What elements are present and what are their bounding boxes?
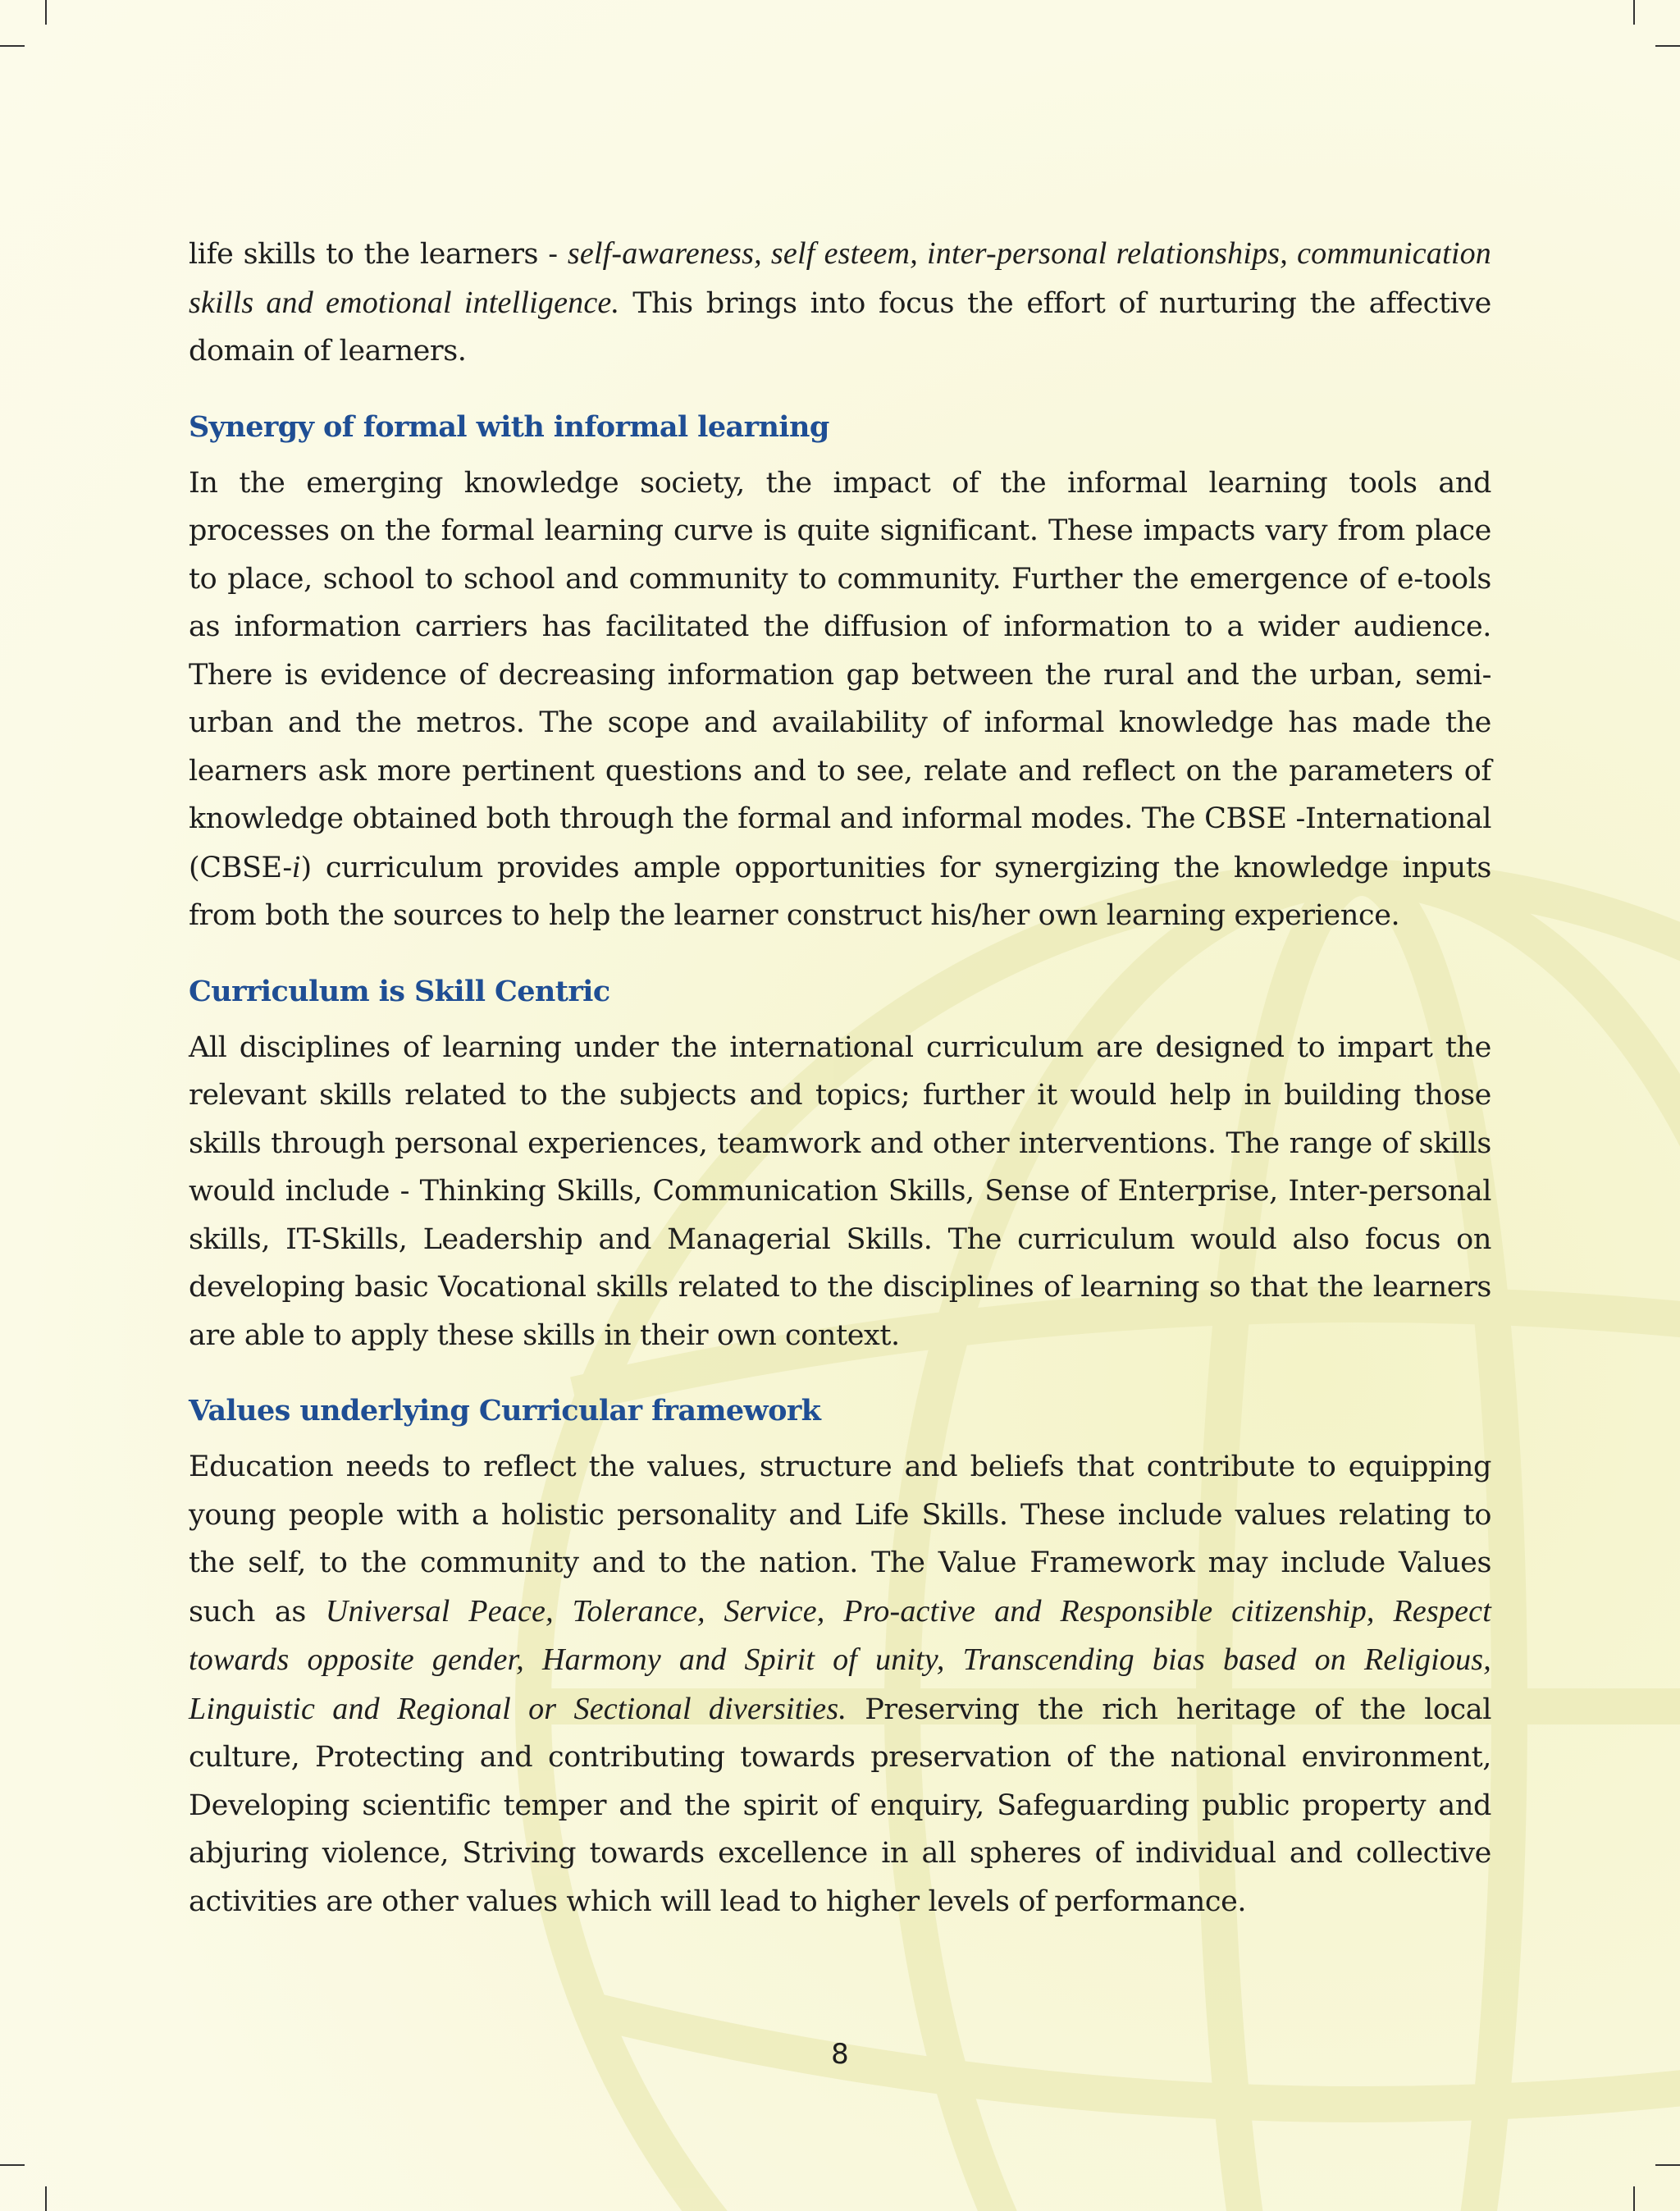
synergy-heading: Synergy of formal with informal learning: [189, 409, 829, 444]
life-skills-list: self-awareness, self esteem, inter-personal relationships, communication skills and emotional intelligence.: [189, 236, 1491, 320]
crop-mark-top-right-h: [1655, 45, 1680, 47]
values-list: Universal Peace, Tolerance, Service, Pro-active and Responsible citizenship, Respect towards opposite gender, Harmony and Spirit of unity, Transcending bias based on Religious, Linguistic and Regional or Sectional diversities.: [189, 1593, 1492, 1726]
crop-mark-bottom-right-h: [1655, 2164, 1680, 2166]
crop-mark-top-left-v: [45, 0, 47, 25]
skill-centric-heading: Curriculum is Skill Centric: [189, 974, 610, 1008]
intro-paragraph: life skills to the learners - self-awareness, self esteem, inter-personal relationships, communication skills and emotional intelligence. This brings into focus the effort of nurturing the affective domain of learners.: [189, 236, 1491, 368]
values-heading: Values underlying Curricular framework: [189, 1394, 821, 1428]
page-number: 8: [831, 2038, 849, 2071]
page-content: [189, 230, 1491, 1925]
skill-centric-paragraph: All disciplines of learning under the international curriculum are designed to impart the relevant skills related to the subjects and topics; further it would help in building those skills through personal experiences, teamwork and other interventions. The range of skills would include - Thinking Skills, Communication Skills, Sense of Enterprise, Inter-personal skills, IT-Skills, Leadership and Managerial Skills. The curriculum would also focus on developing basic Vocational skills related to the disciplines of learning so that the learners are able to apply these skills in their own context.: [189, 1030, 1491, 1352]
cbse-i-italic: i: [291, 849, 301, 884]
synergy-paragraph: In the emerging knowledge society, the impact of the informal learning tools and processes on the formal learning curve is quite significant. These impacts vary from place to place, school to school and community to community. Further the emergence of e-tools as information carriers has facilitated the diffusion of information to a wider audience. There is evidence of decreasing information gap between the rural and the urban, semi-urban and the metros. The scope and availability of informal knowledge has made the learners ask more pertinent questions and to see, relate and reflect on the parameters of knowledge obtained both through the formal and informal modes. The CBSE -International (CBSE-i) curriculum provides ample opportunities for synergizing the knowledge inputs from both the sources to help the learner construct his/her own learning experience.: [189, 466, 1491, 932]
crop-mark-bottom-right-v: [1633, 2186, 1635, 2211]
crop-mark-top-right-v: [1633, 0, 1635, 25]
crop-mark-bottom-left-h: [0, 2164, 25, 2166]
values-paragraph: Education needs to reflect the values, structure and beliefs that contribute to equipping young people with a holistic personality and Life Skills. These include values relating to the self, to the community and to the nation. The Value Framework may include Values such as Universal Peace, Tolerance, Service, Pro-active and Responsible citizenship, Respect towards opposite gender, Harmony and Spirit of unity, Transcending bias based on Religious, Linguistic and Regional or Sectional diversities. Preserving the rich heritage of the local culture, Protecting and contributing towards preservation of the national environment, Developing scientific temper and the spirit of enquiry, Safeguarding public property and abjuring violence, Striving towards excellence in all spheres of individual and collective activities are other values which will lead to higher levels of performance.: [189, 1450, 1492, 1918]
crop-mark-top-left-h: [0, 45, 25, 47]
crop-mark-bottom-left-v: [45, 2186, 47, 2211]
